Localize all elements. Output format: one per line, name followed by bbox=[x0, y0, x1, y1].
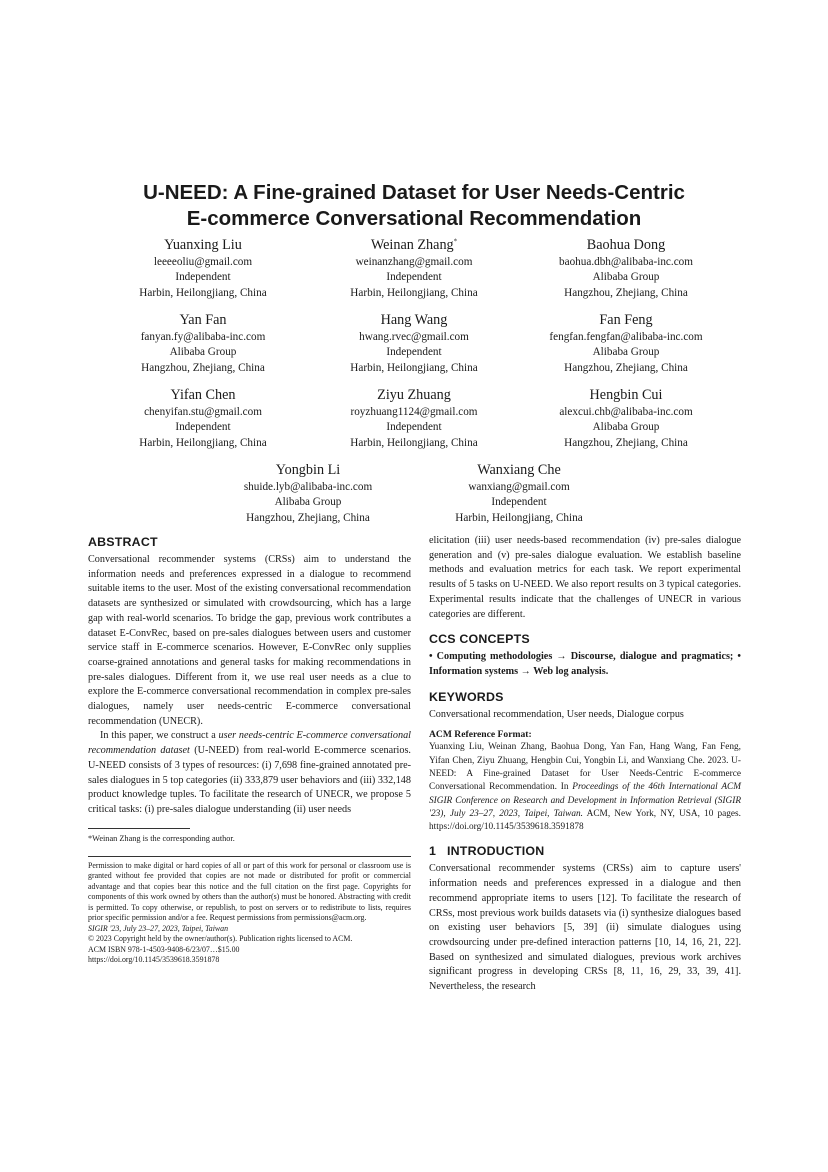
author-affiliation: Independent bbox=[491, 496, 547, 509]
author-affiliation: Alibaba Group bbox=[169, 346, 237, 359]
author-affiliation: Alibaba Group bbox=[592, 421, 660, 434]
author-block bbox=[511, 386, 741, 451]
author-email: fanyan.fy@alibaba-inc.com bbox=[140, 331, 266, 343]
author-email: royzhuang1124@gmail.com bbox=[350, 406, 478, 418]
author-location: Harbin, Heilongjiang, China bbox=[139, 286, 267, 299]
author-block bbox=[299, 311, 529, 376]
abstract-paragraph-3: elicitation (iii) user needs-based recommendation (iv) pre-sales dialogue generation and (v) pre-sales dialogue evaluation. We establish baseline methods and evaluation metrics for each task. We report experimental results of 5 tasks on U-NEED. We also report results on 3 typical categories. Experimental results indicate that the challenges of UNECR in various categories are different. bbox=[429, 535, 741, 620]
author-affiliation: Alibaba Group bbox=[274, 496, 342, 509]
author-block bbox=[299, 236, 529, 301]
abstract-p2-end: (U-NEED) from real-world E-commerce scenarios. U-NEED consists of 3 types of resources: (i) 7,698 fine-grained annotated pre-sales dialogues in 5 top categories (ii) 333,879 user behaviors and (iii) 332,148 product knowledge tuples. To facilitate the research of UNECR, we propose 5 critical tasks: (i) pre-sales dialogue understanding (ii) user needs bbox=[88, 745, 411, 815]
title-line-2: E-commerce Conversational Recommendation bbox=[186, 207, 642, 230]
introduction-text: Conversational recommender systems (CRSs) aim to capture users' information needs and preferences expressed in a dialogue and then recommend appropriate items to users [12]. To facilitate the research of CRSs, most previous work builds datasets via (i) synthesize dialogues based on existing user behaviors [5, 39] (ii) simulate dialogues using crowdsourcing under pre-defined interaction patterns [10, 14, 16, 21, 22]. Based on synthesized and simulated dialogues, previous work archives significant progress in developing CRSs [8, 11, 16, 29, 33, 39, 41]. Nevertheless, the research bbox=[429, 863, 741, 993]
author-affiliation: Independent bbox=[175, 271, 231, 284]
author-name: Hengbin Cui bbox=[589, 387, 663, 403]
author-email: fengfan.fengfan@alibaba-inc.com bbox=[549, 331, 703, 343]
author-affiliation: Independent bbox=[175, 421, 231, 434]
acm-ref-start: Yuanxing Liu, Weinan Zhang, Baohua Dong, Yan Fan, Hang Wang, Fan Feng, Yifan Chen, Ziyu Zhuang, Hengbin Cui, Yongbin Li, and Wanxiang Che. 2023. U-NEED: A Fine-grained Dataset for User Needs-Centric E-commerce Conversational Recommendation. In bbox=[429, 742, 741, 793]
author-name: Wanxiang Che bbox=[477, 462, 561, 478]
abstract-p2-emphasis: user needs-centric E-commerce conversational recommendation dataset bbox=[88, 730, 411, 757]
author-name: Yongbin Li bbox=[275, 462, 341, 478]
author-name: Yuanxing Liu bbox=[164, 237, 242, 253]
keywords-heading: KEYWORDS bbox=[429, 689, 504, 704]
author-location: Hangzhou, Zhejiang, China bbox=[564, 286, 688, 299]
author-name: Yan Fan bbox=[179, 312, 227, 328]
author-name: Ziyu Zhuang bbox=[377, 387, 451, 403]
author-email: leeeeoliu@gmail.com bbox=[153, 256, 253, 268]
author-name: Yifan Chen bbox=[170, 387, 236, 403]
permission-block bbox=[88, 856, 411, 966]
author-email: baohua.dbh@alibaba-inc.com bbox=[559, 256, 693, 268]
author-affiliation: Independent bbox=[386, 346, 442, 359]
author-block bbox=[88, 311, 318, 376]
abstract-paragraph-2 bbox=[88, 729, 411, 817]
author-block bbox=[193, 461, 423, 526]
introduction-heading: 1 INTRODUCTION bbox=[429, 844, 545, 859]
spacer bbox=[429, 622, 741, 631]
ccs-concepts: • Computing methodologies → Discourse, dialogue and pragmatics; • Information systems → Web log analysis. bbox=[429, 651, 741, 677]
author-block bbox=[511, 311, 741, 376]
spacer bbox=[429, 834, 741, 843]
author-email: weinanzhang@gmail.com bbox=[355, 256, 473, 268]
acm-reference-text bbox=[429, 741, 741, 834]
corresponding-author-footnote: *Weinan Zhang is the corresponding author. bbox=[88, 833, 235, 843]
author-block bbox=[88, 386, 318, 451]
author-location: Hangzhou, Zhejiang, China bbox=[564, 436, 688, 449]
title-line-1: U-NEED: A Fine-grained Dataset for User Needs-Centric bbox=[143, 181, 685, 204]
author-name-text: Weinan Zhang bbox=[370, 237, 454, 253]
acm-ref-proceedings: Proceedings of the 46th International ACM SIGIR Conference on Research and Development in Information Retrieval (SIGIR '23), July 23–27, 2023, Taipei, Taiwan. bbox=[429, 782, 741, 819]
author-location: Hangzhou, Zhejiang, China bbox=[246, 511, 370, 524]
author-email: hwang.rvec@gmail.com bbox=[359, 331, 469, 343]
author-affiliation: Independent bbox=[386, 271, 442, 284]
acm-reference-heading: ACM Reference Format: bbox=[429, 729, 532, 741]
author-block bbox=[299, 386, 529, 451]
author-name bbox=[299, 236, 529, 255]
author-email: chenyifan.stu@gmail.com bbox=[144, 406, 262, 418]
abstract-heading: ABSTRACT bbox=[88, 535, 158, 549]
right-column bbox=[429, 534, 741, 995]
author-email: wanxiang@gmail.com bbox=[468, 481, 570, 493]
author-location: Harbin, Heilongjiang, China bbox=[350, 436, 478, 449]
permission-text: Permission to make digital or hard copies of all or part of this work for personal or classroom use is granted without fee provided that copies are not made or distributed for profit or commercial advantage and that copies bear this notice and the full citation on the first page. Copyrights for components of this work owned by others than the author(s) must be honored. Abstracting with credit is permitted. To copy otherwise, or republish, to post on servers or to redistribute to lists, requires prior specific permission and/or a fee. Request permissions from permissions@acm.org. bbox=[88, 860, 411, 923]
ccs-heading: CCS CONCEPTS bbox=[429, 632, 530, 647]
author-affiliation: Alibaba Group bbox=[592, 346, 660, 359]
author-name: Hang Wang bbox=[380, 312, 448, 328]
author-block bbox=[88, 236, 318, 301]
paper-title bbox=[60, 180, 768, 232]
author-location: Hangzhou, Zhejiang, China bbox=[141, 361, 265, 374]
author-location: Hangzhou, Zhejiang, China bbox=[564, 361, 688, 374]
abstract-paragraph-1: Conversational recommender systems (CRSs) aim to understand the information needs and preferences expressed in a dialogue to recommend suitable items to the user. Most of the existing conversational recommendation datasets are synthesized or simulated with crowdsourcing, which has a large gap with real-world scenarios. To bridge the gap, previous work contributes a dataset E-ConvRec, based on pre-sales dialogues between users and customer service staff in E-commerce scenarios. However, E-ConvRec only supplies coarse-grained annotations and general tasks for making recommendations in pre-sales dialogues. Different from it, we use real user needs as a clue to explore the E-commerce conversational recommendation in complex pre-sales dialogues, namely user needs-centric E-commerce conversational recommendation (UNECR). bbox=[88, 554, 411, 727]
author-location: Harbin, Heilongjiang, China bbox=[139, 436, 267, 449]
corresponding-mark: * bbox=[453, 237, 458, 246]
author-affiliation: Alibaba Group bbox=[592, 271, 660, 284]
author-name: Baohua Dong bbox=[586, 237, 666, 253]
copyright-line: © 2023 Copyright held by the owner/author(s). Publication rights licensed to ACM. bbox=[88, 934, 353, 944]
keywords-text: Conversational recommendation, User needs, Dialogue corpus bbox=[429, 708, 684, 720]
author-block bbox=[511, 236, 741, 301]
author-name: Fan Feng bbox=[599, 312, 653, 328]
author-block bbox=[404, 461, 634, 526]
author-location: Harbin, Heilongjiang, China bbox=[350, 286, 478, 299]
spacer bbox=[429, 680, 741, 689]
acm-ref-end: ACM, New York, NY, USA, 10 pages. https://doi.org/10.1145/3539618.3591878 bbox=[429, 808, 741, 833]
doi-link[interactable]: https://doi.org/10.1145/3539618.3591878 bbox=[88, 955, 220, 965]
isbn-line: ACM ISBN 978-1-4503-9408-6/23/07…$15.00 bbox=[88, 944, 240, 954]
author-location: Harbin, Heilongjiang, China bbox=[455, 511, 583, 524]
author-location: Harbin, Heilongjiang, China bbox=[350, 361, 478, 374]
abstract-p2-start: In this paper, we construct a bbox=[100, 730, 219, 742]
author-affiliation: Independent bbox=[386, 421, 442, 434]
footnote-divider bbox=[88, 828, 190, 829]
author-email: alexcui.chb@alibaba-inc.com bbox=[559, 406, 693, 418]
left-column bbox=[88, 534, 411, 966]
author-email: shuide.lyb@alibaba-inc.com bbox=[243, 481, 373, 493]
venue-line: SIGIR '23, July 23–27, 2023, Taipei, Taiwan bbox=[88, 923, 229, 933]
